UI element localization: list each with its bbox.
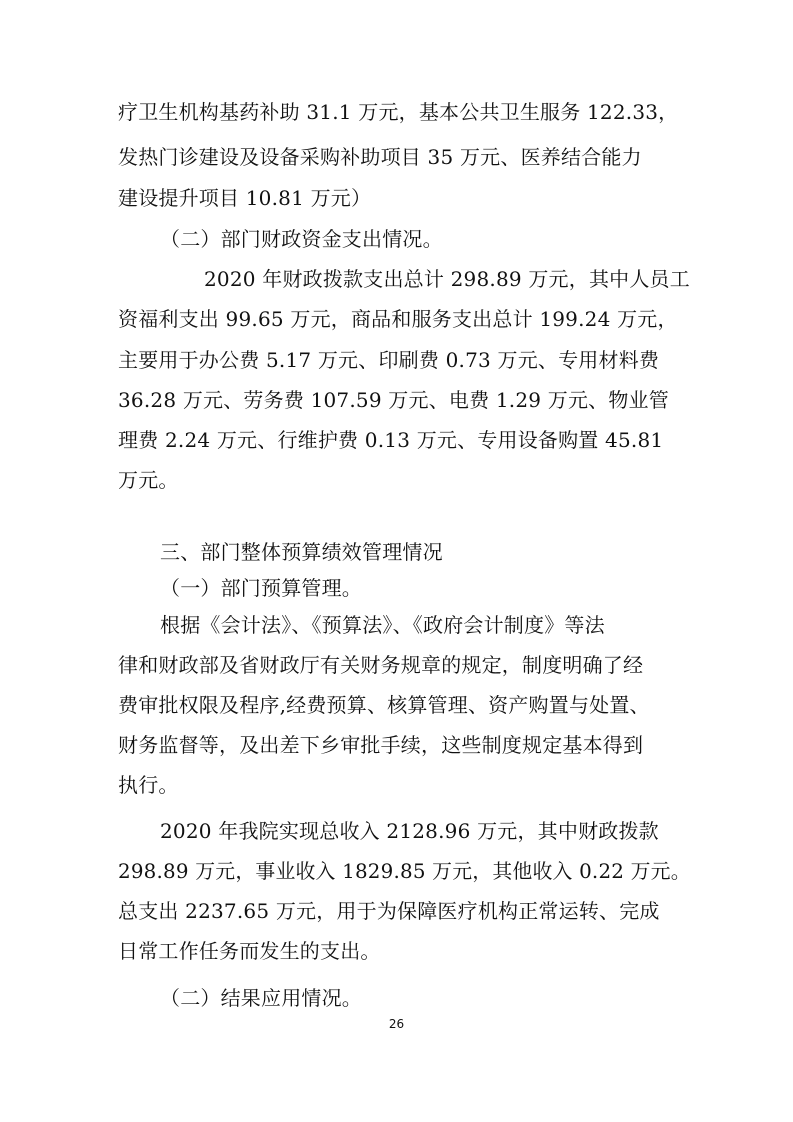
text-line: 万元。 (118, 468, 179, 492)
text-line: 发热门诊建设及设备采购补助项目 35 万元、医养结合能力 (118, 145, 642, 169)
section-subheading: （一）部门预算管理。 (160, 576, 362, 600)
text-line: 日常工作任务而发生的支出。 (118, 939, 381, 963)
text-line: 36.28 万元、劳务费 107.59 万元、电费 1.29 万元、物业管 (118, 388, 669, 412)
text-line: 理费 2.24 万元、行维护费 0.13 万元、专用设备购置 45.81 (118, 428, 664, 452)
page-number: 26 (388, 1017, 405, 1031)
text-line: 总支出 2237.65 万元，用于为保障医疗机构正常运转、完成 (118, 899, 660, 923)
text-line: 298.89 万元，事业收入 1829.85 万元，其他收入 0.22 万元。 (118, 859, 691, 883)
text-line: 执行。 (118, 773, 179, 797)
text-line: 主要用于办公费 5.17 万元、印刷费 0.73 万元、专用材料费 (118, 348, 660, 372)
section-heading: 三、部门整体预算绩效管理情况 (160, 540, 443, 564)
section-subheading: （二）部门财政资金支出情况。 (160, 227, 443, 251)
section-subheading: （二）结果应用情况。 (160, 986, 362, 1010)
text-line: 2020 年我院实现总收入 2128.96 万元，其中财政拨款 (160, 819, 659, 843)
text-line: 2020 年财政拨款支出总计 298.89 万元，其中人员工 (204, 267, 690, 291)
text-line: 根据《会计法》、《预算法》、《政府会计制度》等法 (160, 613, 605, 637)
text-line: 费审批权限及程序,经费预算、核算管理、资产购置与处置、 (118, 693, 650, 717)
text-line: 建设提升项目 10.81 万元） (118, 186, 372, 210)
text-line: 疗卫生机构基药补助 31.1 万元，基本公共卫生服务 122.33， (118, 100, 679, 124)
text-line: 资福利支出 99.65 万元，商品和服务支出总计 199.24 万元， (118, 307, 678, 331)
text-line: 财务监督等，及出差下乡审批手续，这些制度规定基本得到 (118, 733, 644, 757)
text-line: 律和财政部及省财政厅有关财务规章的规定，制度明确了经 (118, 653, 644, 677)
